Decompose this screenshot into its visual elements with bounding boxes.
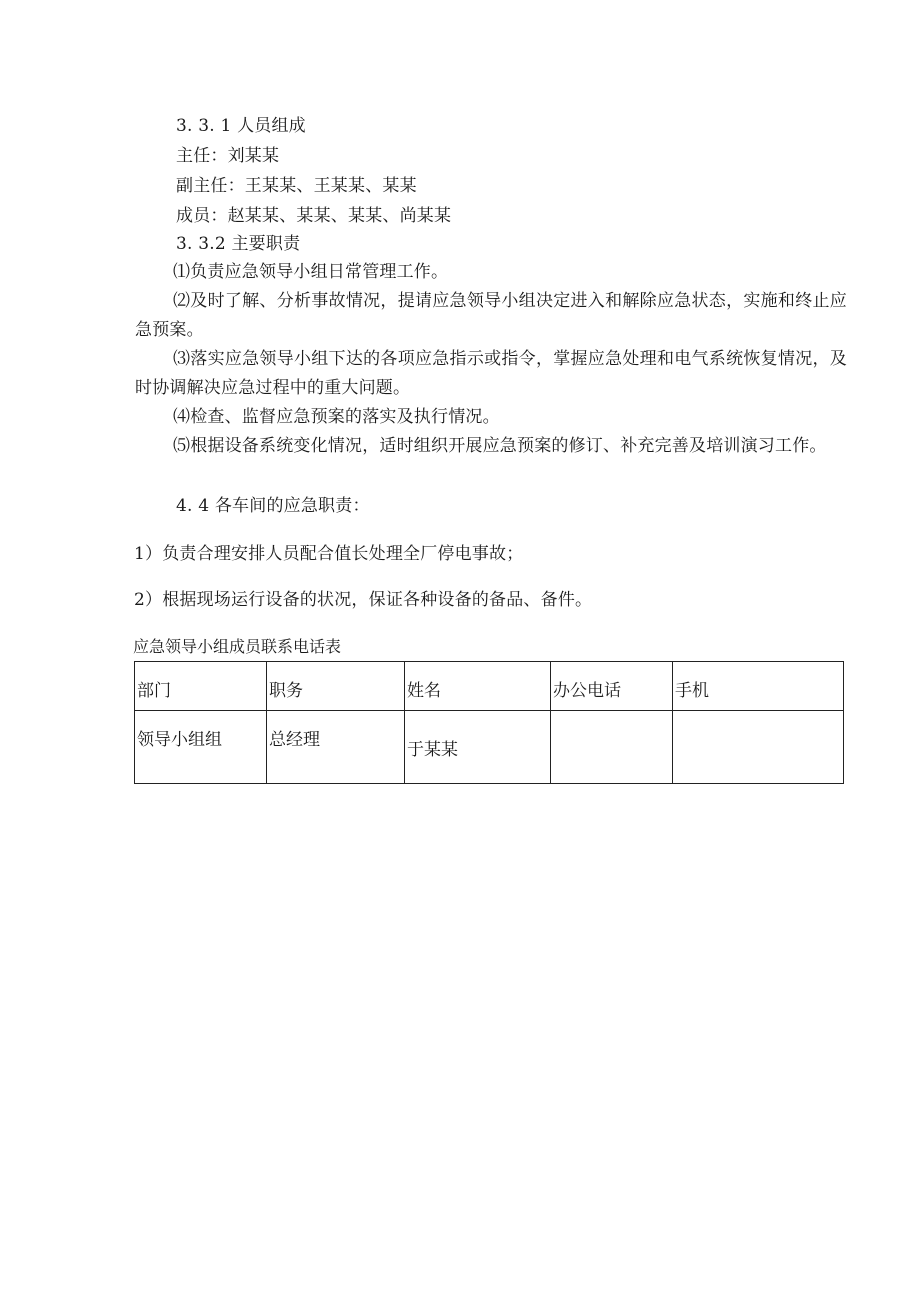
members-line: 成员：赵某某、某某、某某、尚某某 [176, 206, 452, 226]
table-row [135, 711, 844, 784]
cell-department: 领导小组组 [135, 711, 267, 784]
header-position: 职务 [267, 662, 405, 711]
cell-mobile [673, 711, 844, 784]
section-332-heading: 3. 3.2 主要职责 [176, 234, 301, 254]
cell-name: 于某某 [405, 711, 551, 784]
duty-item-2: ⑵及时了解、分析事故情况，提请应急领导小组决定进入和解除应急状态，实施和终止应急预案。 [135, 291, 847, 340]
duty-item-4: ⑷检查、监督应急预案的落实及执行情况。 [173, 407, 500, 427]
duty-item-3: ⑶落实应急领导小组下达的各项应急指示或指令，掌握应急处理和电气系统恢复情况，及时协调解决应急过程中的重大问题。 [135, 349, 847, 398]
header-name: 姓名 [405, 662, 551, 711]
header-mobile: 手机 [673, 662, 844, 711]
cell-position: 总经理 [267, 711, 405, 784]
deputy-director-line: 副主任：王某某、王某某、某某 [176, 176, 417, 196]
header-department: 部门 [135, 662, 267, 711]
table-caption: 应急领导小组成员联系电话表 [133, 637, 342, 656]
workshop-duty-2: 2）根据现场运行设备的状况，保证各种设备的备品、备件。 [134, 590, 593, 610]
workshop-duty-1: 1）负责合理安排人员配合值长处理全厂停电事故； [134, 544, 524, 564]
header-office-phone: 办公电话 [551, 662, 673, 711]
duty-item-1: ⑴负责应急领导小组日常管理工作。 [173, 262, 449, 282]
section-331-heading: 3. 3. 1 人员组成 [176, 116, 306, 136]
section-44-heading: 4. 4 各车间的应急职责： [176, 496, 370, 516]
table-header-row [135, 662, 844, 711]
duty-item-5: ⑸根据设备系统变化情况，适时组织开展应急预案的修订、补充完善及培训演习工作。 [173, 436, 827, 456]
cell-office-phone [551, 711, 673, 784]
contact-table [134, 661, 844, 784]
director-line: 主任：刘某某 [176, 146, 280, 166]
